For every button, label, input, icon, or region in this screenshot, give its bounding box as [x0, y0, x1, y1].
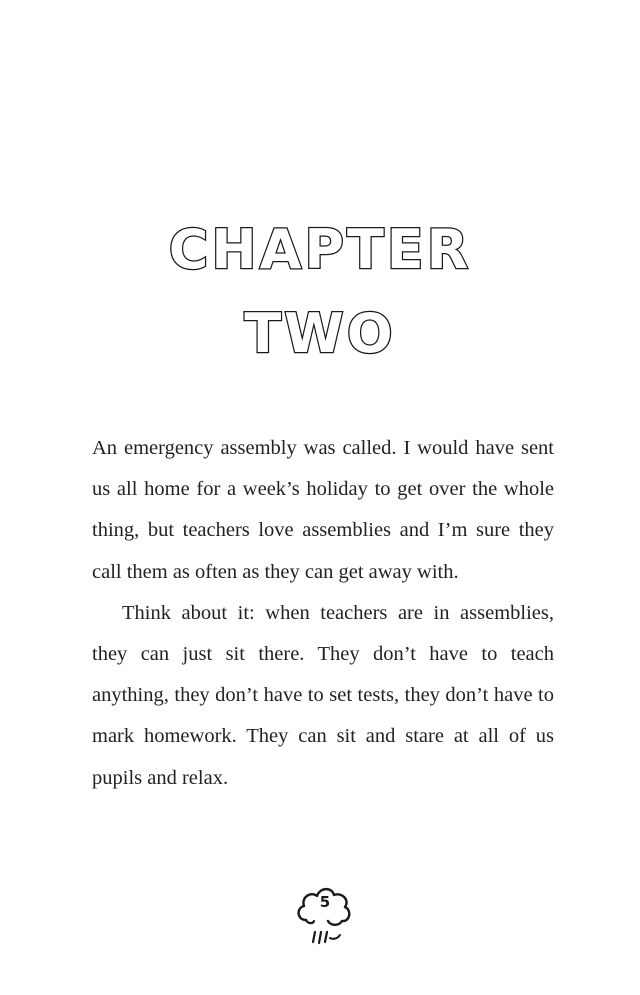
chapter-heading-line-1: CHAPTER	[168, 218, 472, 281]
fart-cloud-icon	[292, 880, 358, 950]
chapter-body	[92, 428, 554, 799]
paragraph-1: An emergency assembly was called. I would have sent us all home for a week’s holiday to get over the whole thing, but teachers love assemblies and I’m sure they call them as often as they can get away with.	[92, 437, 554, 583]
chapter-heading-line-2: TWO	[244, 302, 396, 365]
page-folio	[292, 880, 358, 950]
paragraph-2: Think about it: when teachers are in assemblies, they can just sit there. They don’t have to teach anything, they don’t have to set tests, they don’t have to mark homework. They can sit and stare at all of us pupils and relax.	[92, 601, 554, 789]
chapter-heading	[0, 208, 640, 376]
page-number: 5	[319, 893, 331, 911]
